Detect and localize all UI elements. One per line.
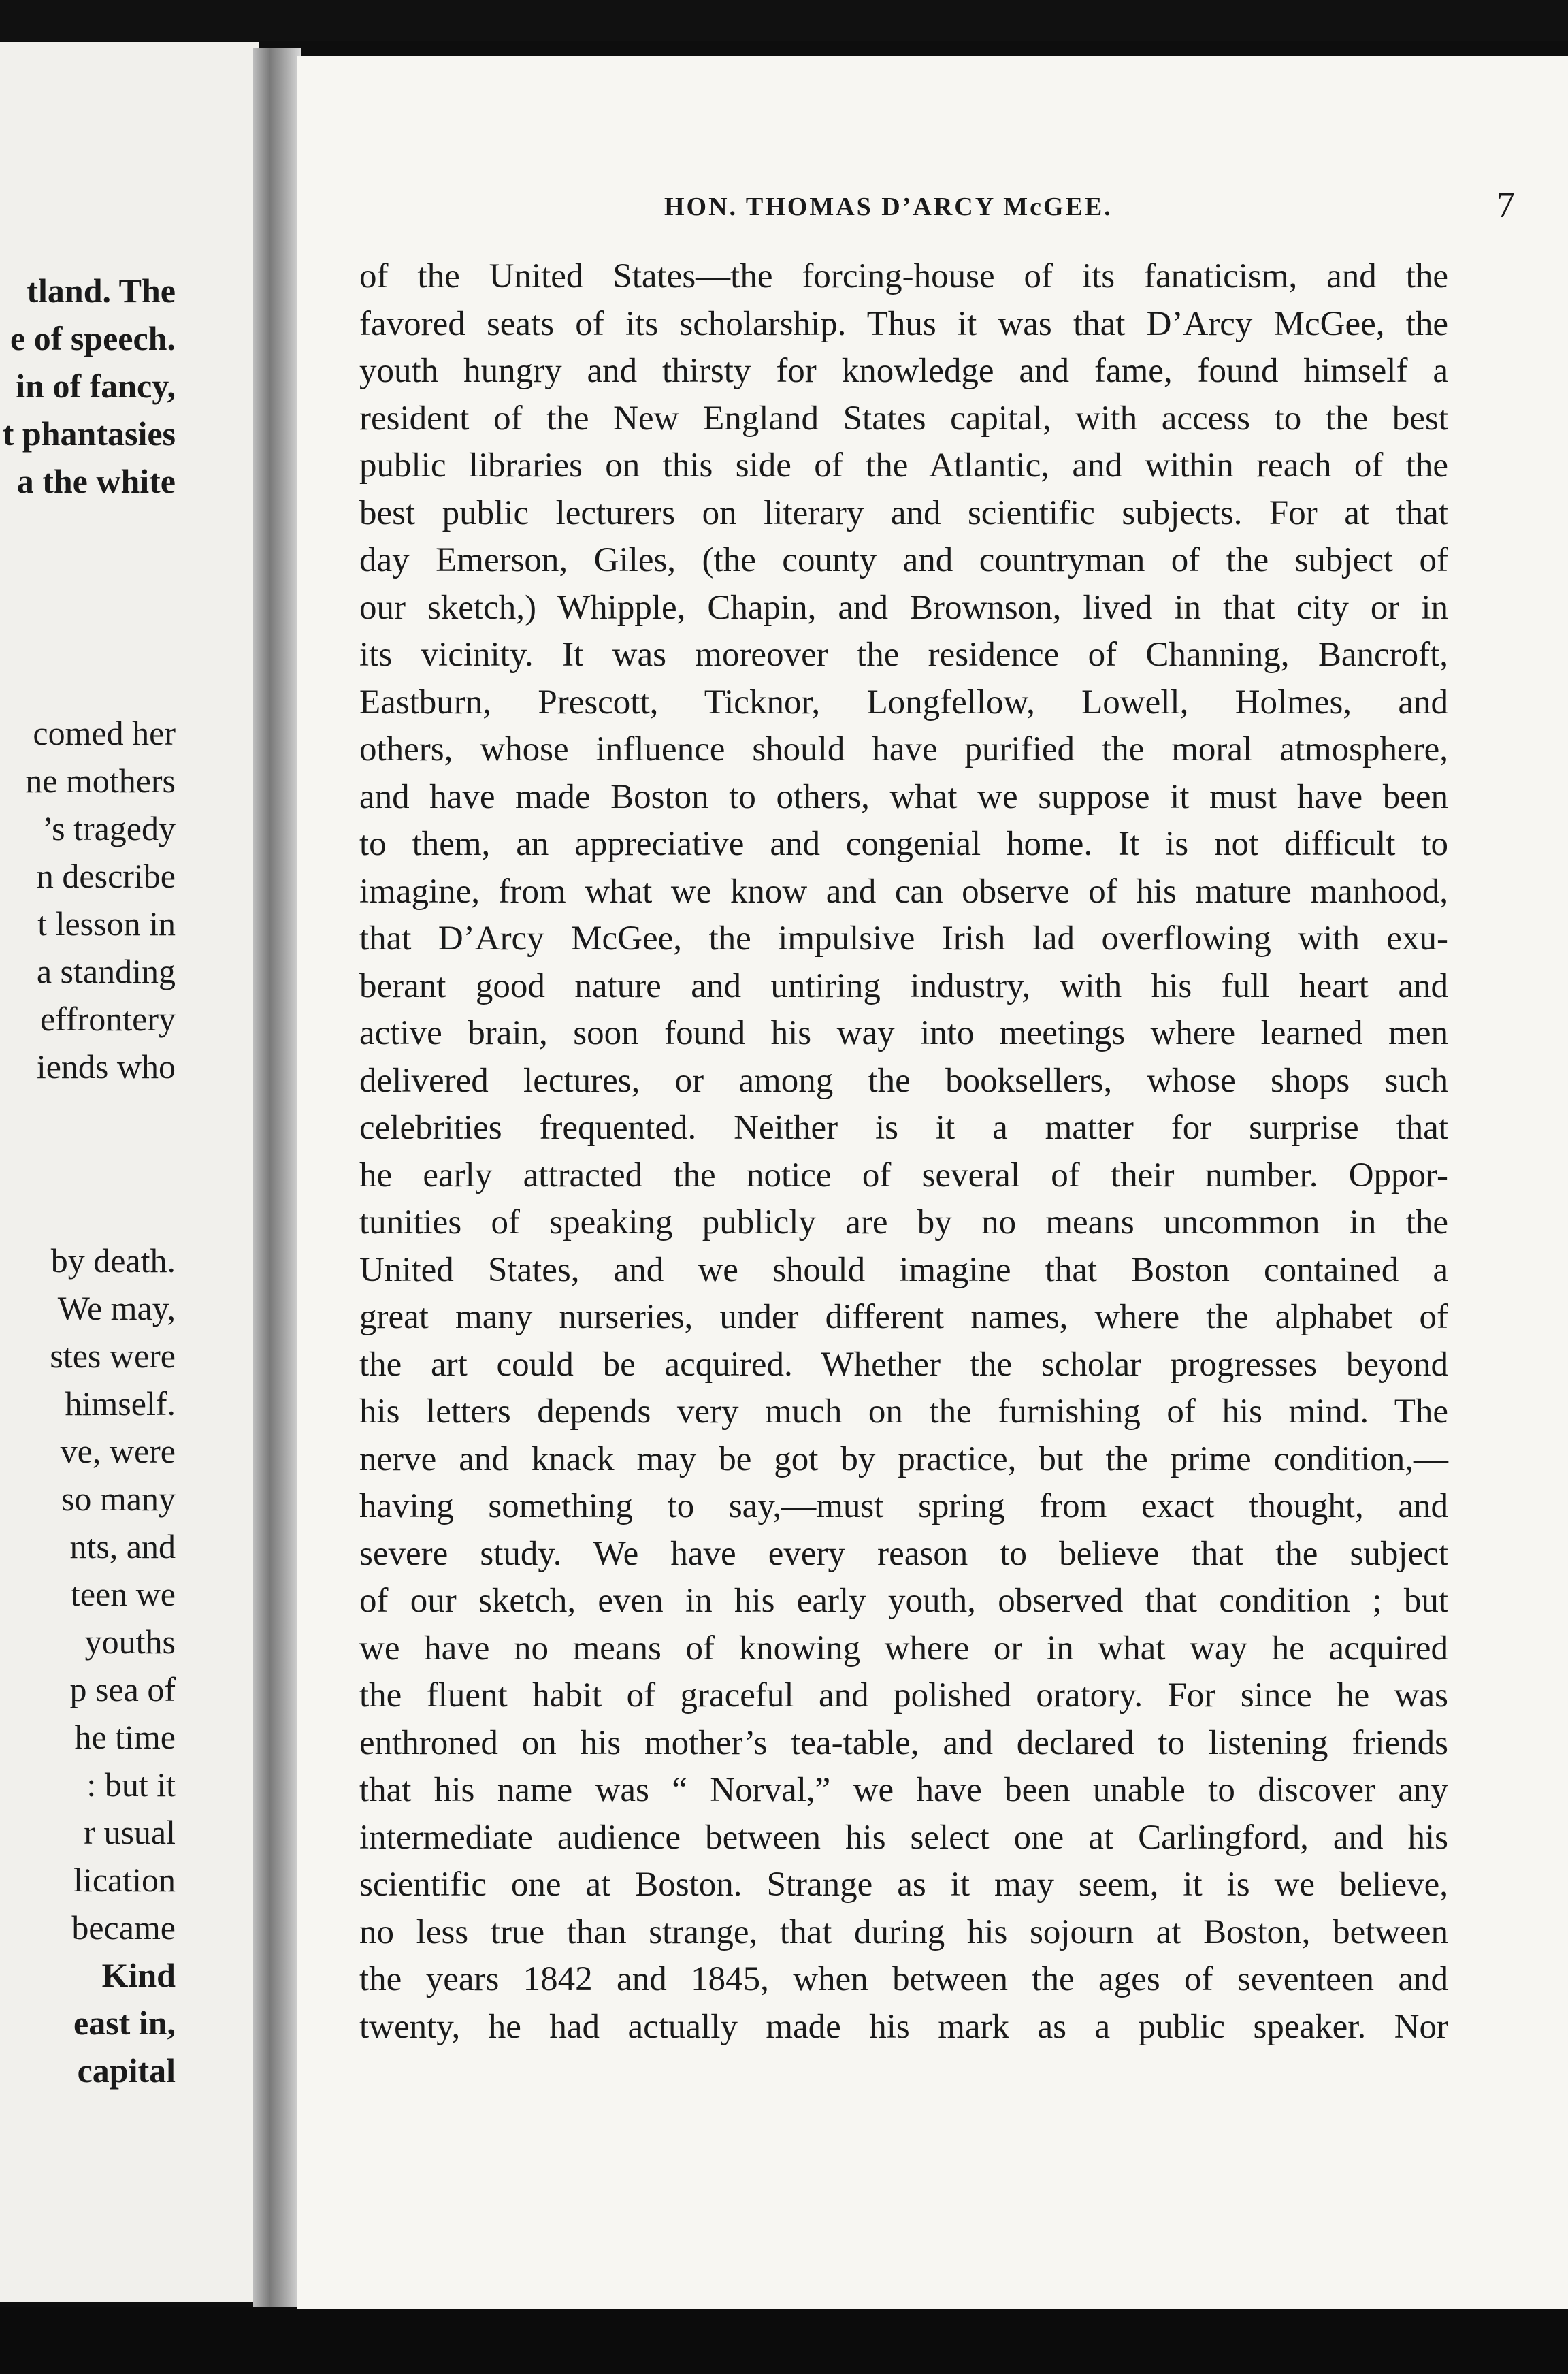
left-page-fragment: e of speech. — [10, 319, 176, 357]
scan-bottom-border — [0, 2307, 1568, 2374]
body-text-line: intermediate audience between his select one at Carlingford, and his — [359, 1818, 1448, 1857]
left-page-fragment: east in, — [74, 2004, 176, 2042]
right-page — [297, 56, 1568, 2309]
body-text-line: he early attracted the notice of several of their number. Oppor- — [359, 1156, 1448, 1194]
left-page-fragment: : but it — [86, 1766, 176, 1804]
left-page-text-fragments — [0, 42, 259, 2302]
body-text-line: day Emerson, Giles, (the county and countryman of the subject of — [359, 541, 1448, 579]
left-page-fragment: became — [71, 1908, 176, 1947]
body-text-line: best public lecturers on literary and scientific subjects. For at that — [359, 493, 1448, 532]
left-page-fragment: ’s tragedy — [42, 809, 176, 847]
body-text-line: enthroned on his mother’s tea-table, and declared to listening friends — [359, 1723, 1448, 1762]
left-page-fragment: a standing — [36, 952, 176, 990]
body-text-line: others, whose influence should have purified the moral atmosphere, — [359, 730, 1448, 768]
body-text-line: no less true than strange, that during his sojourn at Boston, between — [359, 1913, 1448, 1951]
body-text-line: of our sketch, even in his early youth, observed that condition ; but — [359, 1582, 1448, 1620]
left-page-fragment: p sea of — [69, 1670, 176, 1708]
body-text-line: having something to say,—must spring from exact thought, and — [359, 1487, 1448, 1525]
body-text-line: his letters depends very much on the furnishing of his mind. The — [359, 1393, 1448, 1431]
left-page-fragment: Kind — [101, 1956, 176, 1994]
body-text-line: we have no means of knowing where or in what way he acquired — [359, 1629, 1448, 1668]
body-text-line: the art could be acquired. Whether the scholar progresses beyond — [359, 1345, 1448, 1384]
body-text-line: that D’Arcy McGee, the impulsive Irish lad overflowing with exu- — [359, 920, 1448, 958]
body-text-line: twenty, he had actually made his mark as a public speaker. Nor — [359, 2007, 1448, 2046]
left-page-fragment: ve, were — [60, 1432, 176, 1470]
left-page-fragment: t lesson in — [37, 905, 176, 943]
body-text-line: its vicinity. It was moreover the residence of Channing, Bancroft, — [359, 636, 1448, 674]
left-page-fragment: ne mothers — [25, 762, 176, 800]
body-text-line: celebrities frequented. Neither is it a matter for surprise that — [359, 1109, 1448, 1147]
body-text-line: our sketch,) Whipple, Chapin, and Brownson, lived in that city or in — [359, 588, 1448, 627]
left-page — [0, 42, 259, 2302]
left-page-fragment: r usual — [84, 1813, 176, 1851]
body-text-line: the years 1842 and 1845, when between the ages of seventeen and — [359, 1960, 1448, 1998]
left-page-fragment: so many — [61, 1480, 176, 1518]
body-text-line: the fluent habit of graceful and polished oratory. For since he was — [359, 1676, 1448, 1714]
left-page-fragment: in of fancy, — [16, 367, 176, 405]
left-page-fragment: iends who — [36, 1047, 176, 1086]
body-text-line: that his name was “ Norval,” we have been unable to discover any — [359, 1771, 1448, 1809]
page-number: 7 — [1497, 184, 1515, 225]
body-text-line: nerve and knack may be got by practice, but the prime condition,— — [359, 1440, 1448, 1478]
left-page-fragment: comed her — [33, 714, 176, 752]
running-head: HON. THOMAS D’ARCY McGEE. — [664, 193, 1113, 221]
body-text-line: severe study. We have every reason to believe that the subject — [359, 1534, 1448, 1573]
body-text-line: public libraries on this side of the Atlantic, and within reach of the — [359, 446, 1448, 485]
body-text-line: tunities of speaking publicly are by no means uncommon in the — [359, 1203, 1448, 1241]
left-page-fragment: capital — [77, 2051, 176, 2090]
left-page-fragment: t phantasies — [2, 414, 176, 453]
left-page-fragment: effrontery — [40, 1000, 176, 1038]
body-text-line: youth hungry and thirsty for knowledge and fame, found himself a — [359, 352, 1448, 390]
body-text-line: scientific one at Boston. Strange as it may seem, it is we believe, — [359, 1866, 1448, 1904]
left-page-fragment: himself. — [65, 1384, 176, 1422]
left-page-fragment: tland. The — [27, 272, 176, 310]
book-gutter — [253, 48, 301, 2307]
left-page-fragment: n describe — [36, 857, 176, 895]
left-page-fragment: a the white — [16, 462, 176, 500]
left-page-fragment: lication — [74, 1861, 176, 1899]
left-page-fragment: We may, — [57, 1289, 176, 1327]
body-text-line: and have made Boston to others, what we suppose it must have been — [359, 777, 1448, 816]
body-text-line: imagine, from what we know and can observe of his mature manhood, — [359, 872, 1448, 911]
left-page-fragment: stes were — [50, 1337, 176, 1375]
body-text-line: resident of the New England States capital, with access to the best — [359, 399, 1448, 438]
left-page-fragment: teen we — [70, 1575, 176, 1613]
body-text-line: active brain, soon found his way into meetings where learned men — [359, 1014, 1448, 1052]
body-text-line: Eastburn, Prescott, Ticknor, Longfellow, Lowell, Holmes, and — [359, 683, 1448, 721]
left-page-fragment: by death. — [50, 1241, 176, 1280]
left-page-fragment: he time — [74, 1718, 176, 1756]
body-text-line: favored seats of its scholarship. Thus it was that D’Arcy McGee, the — [359, 304, 1448, 343]
body-text-line: berant good nature and untiring industry, with his full heart and — [359, 966, 1448, 1005]
body-text — [359, 253, 1448, 2051]
body-text-line: to them, an appreciative and congenial home. It is not difficult to — [359, 825, 1448, 863]
body-text-line: United States, and we should imagine that Boston contained a — [359, 1250, 1448, 1289]
body-text-line: great many nurseries, under different names, where the alphabet of — [359, 1298, 1448, 1336]
left-page-fragment: youths — [84, 1623, 176, 1661]
scan-top-border — [0, 0, 1568, 41]
body-text-line: delivered lectures, or among the booksellers, whose shops such — [359, 1061, 1448, 1100]
left-page-fragment: nts, and — [69, 1527, 176, 1565]
body-text-line: of the United States—the forcing-house of its fanaticism, and the — [359, 257, 1448, 295]
